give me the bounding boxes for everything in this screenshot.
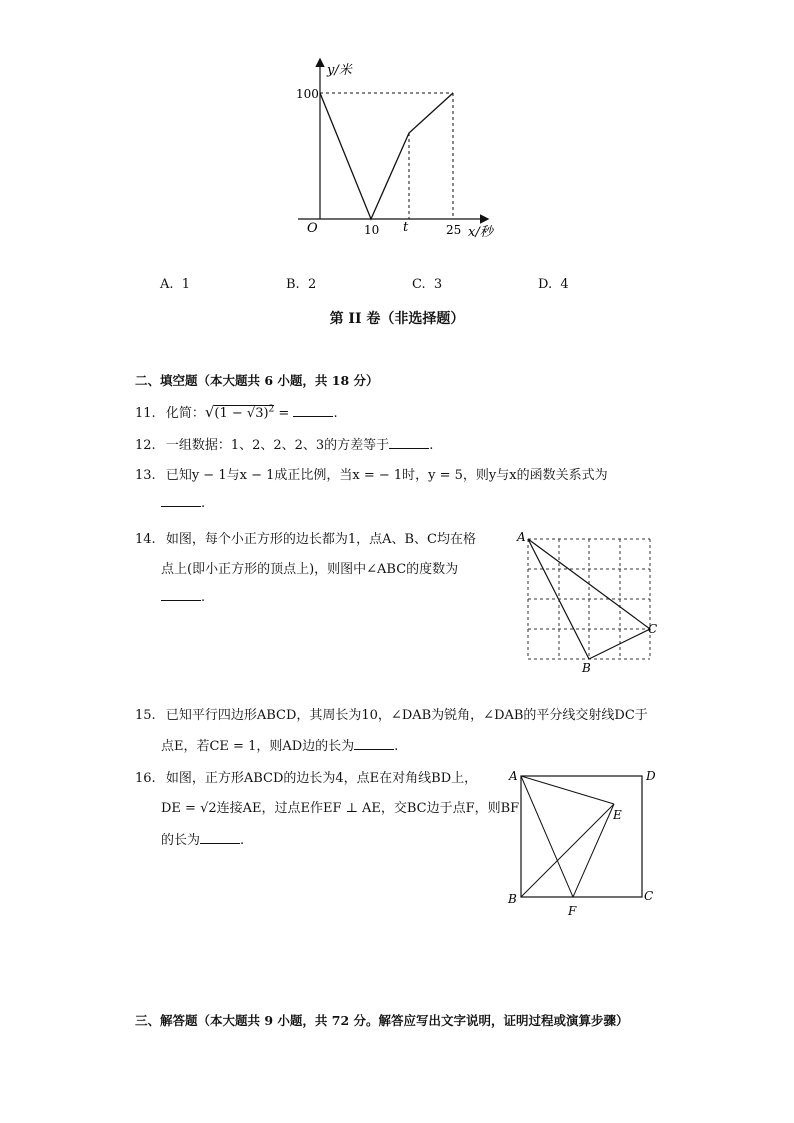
answer-blank[interactable] [293, 416, 333, 417]
q13-text: 已知y − 1与x − 1成正比例，当x = − 1时，y = 5，则y与x的函数关系式为 [165, 468, 608, 483]
question-16-line2 [161, 797, 519, 816]
q11-prompt: 化简： [165, 406, 205, 421]
question-15 [135, 704, 648, 723]
option-c[interactable] [412, 277, 442, 292]
label-d: D [646, 769, 656, 783]
question-15-line2 [161, 735, 398, 754]
answer-blank[interactable] [161, 600, 201, 601]
answer-blank[interactable] [200, 843, 240, 844]
q12-text: 一组数据：1、2、2、2、3的方差等于 [165, 438, 390, 453]
q14-end: . [201, 590, 206, 605]
x-axis-label: x/秒 [468, 225, 493, 240]
q15-end: . [394, 739, 399, 754]
segment-ae [521, 776, 614, 804]
option-letter: B. [286, 277, 300, 292]
q11-equals: = [274, 406, 294, 421]
label-f: F [568, 904, 577, 918]
question-number: 11. [135, 406, 156, 421]
square-figure [500, 762, 665, 922]
q14-line1: 如图，每个小正方形的边长都为1，点A、B、C均在格 [165, 532, 476, 547]
question-16-line3 [161, 829, 244, 848]
label-c: C [644, 889, 654, 903]
q11-radical: $√(1 - √3)^2$ [204, 403, 275, 421]
question-number: 12. [135, 438, 156, 453]
q16-line2a: DE = √2 [161, 801, 217, 816]
option-value: 1 [181, 277, 191, 292]
option-value: 2 [307, 277, 317, 292]
x-tick-25: 25 [446, 223, 462, 237]
q16-line3: 的长为 [161, 833, 201, 848]
option-letter: D. [538, 277, 553, 292]
q16-line2b: 连接AE，过点E作EF ⊥ AE，交BC边于点F，则BF [216, 801, 520, 816]
label-b: B [582, 661, 591, 675]
x-tick-t: t [403, 220, 409, 235]
answer-blank[interactable] [354, 749, 394, 750]
q16-line1: 如图，正方形ABCD的边长为4，点E在对角线BD上， [165, 771, 478, 786]
label-e: E [613, 808, 622, 822]
option-b[interactable] [286, 277, 316, 292]
question-16 [135, 767, 477, 786]
question-13 [135, 464, 608, 483]
option-letter: A. [160, 277, 174, 292]
q11-end: . [333, 406, 338, 421]
section3-heading: 三、解答题（本大题共 9 小题，共 72 分。解答应写出文字说明，证明过程或演算步骤） [135, 1013, 629, 1028]
question-12 [135, 434, 433, 453]
q12-end: . [429, 438, 434, 453]
q13-end: . [201, 496, 206, 511]
option-value: 4 [560, 277, 569, 292]
question-11 [135, 402, 338, 421]
option-value: 3 [433, 277, 443, 292]
graph-line [320, 93, 453, 219]
grid-figure [512, 525, 667, 675]
question-number: 16. [135, 771, 156, 786]
part2-title: 第 II 卷（非选择题） [329, 311, 465, 327]
y-axis-label: y/米 [327, 63, 352, 78]
origin-label: O [307, 221, 318, 236]
option-a[interactable] [160, 277, 190, 292]
option-d[interactable] [538, 277, 569, 292]
x-tick-10: 10 [364, 223, 380, 237]
label-a: A [517, 530, 526, 544]
question-13-answer-line [161, 496, 205, 511]
label-a: A [509, 769, 518, 783]
segment-ef [573, 804, 614, 897]
question-number: 13. [135, 468, 156, 483]
q16-end: . [240, 833, 245, 848]
label-c: C [648, 622, 658, 636]
section2-heading: 二、填空题（本大题共 6 小题，共 18 分） [135, 373, 379, 388]
question-14-line2: 点上(即小正方形的顶点上)，则图中∠ABC的度数为 [161, 562, 459, 577]
option-letter: C. [412, 277, 426, 292]
label-b: B [508, 892, 517, 906]
q15-line2: 点E，若CE = 1，则AD边的长为 [161, 739, 355, 754]
question-number: 15. [135, 708, 156, 723]
question-14-answer-line [161, 590, 205, 605]
question-14 [135, 528, 476, 547]
distance-time-graph [290, 55, 510, 245]
answer-blank[interactable] [389, 448, 429, 449]
q11-expression: (1 − √3) [214, 406, 269, 421]
question-number: 14. [135, 532, 156, 547]
y-tick-100: 100 [296, 87, 319, 101]
q15-line1: 已知平行四边形ABCD，其周长为10，∠DAB为锐角，∠DAB的平分线交射线DC于 [165, 708, 648, 723]
q11-exponent: 2 [268, 404, 275, 415]
answer-blank[interactable] [161, 506, 201, 507]
segment-af [521, 776, 573, 897]
